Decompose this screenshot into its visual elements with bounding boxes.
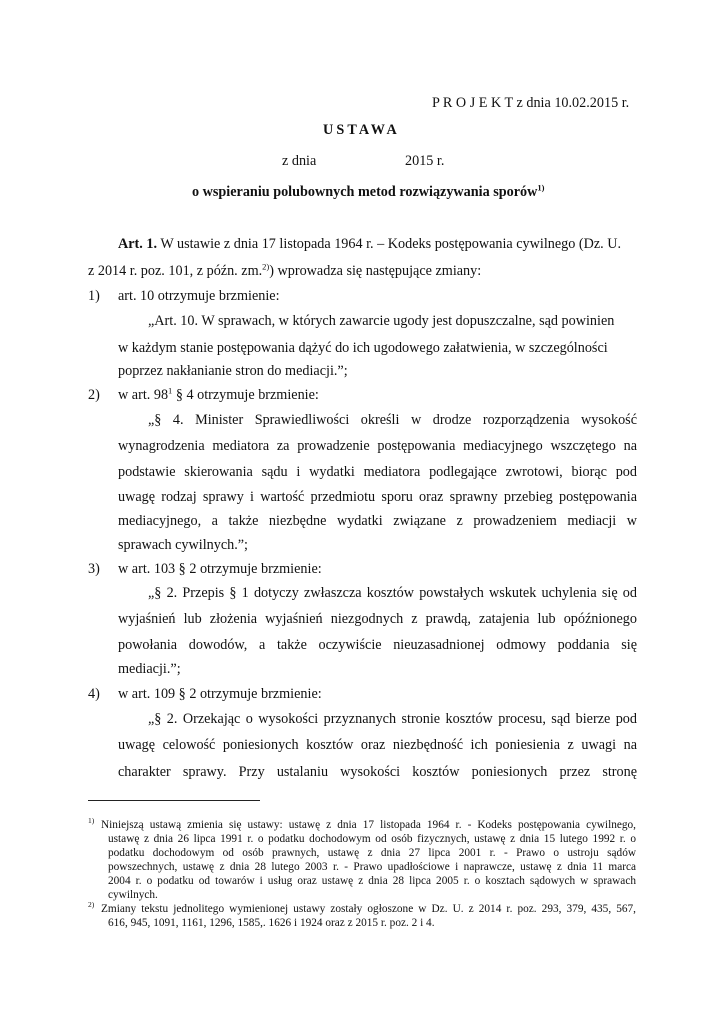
item-line: wyjaśnień lub złożenia wyjaśnień niezgodnych z prawdą, zatajenia lub opóźnionego — [118, 611, 637, 627]
item-number: 1) — [88, 288, 100, 304]
footnote-ref-2: 2) — [262, 261, 270, 272]
footnote-line: 616, 945, 1091, 1161, 1296, 1585,. 1626 i 1924 oraz z 2015 r. poz. 2 i 4. — [108, 917, 435, 929]
act-title: USTAWA — [323, 122, 400, 138]
item-line: „§ 2. Orzekając o wysokości przyznanych stronie kosztów procesu, sąd bierze pod — [148, 711, 637, 727]
art1-line1 — [118, 235, 621, 253]
footnote-separator — [88, 800, 260, 801]
projekt-header — [432, 94, 629, 112]
footnote-line: Niniejszą ustawą zmienia się ustawy: ustawę z dnia 17 listopada 1964 r. - Kodeks postępowania cywilnego, — [101, 819, 636, 831]
item-line: uwagę rodzaj sprawy i wartość przedmiotu sporu oraz sprawny przebieg postępowania — [118, 489, 637, 505]
item-line: „Art. 10. W sprawach, w których zawarcie ugody jest dopuszczalne, sąd powinien — [148, 313, 615, 329]
projekt-label: P R O J E K T — [432, 95, 513, 111]
item-line: charakter sprawy. Przy ustalaniu wysokości kosztów poniesionych przez stronę — [118, 764, 637, 780]
item-heading — [118, 386, 319, 404]
item-heading: art. 10 otrzymuje brzmienie: — [118, 288, 280, 304]
item-number: 3) — [88, 561, 100, 577]
footnote-line: cywilnych. — [108, 889, 158, 901]
item-line: sprawach cywilnych.”; — [118, 537, 249, 553]
item-heading-sup: 1 — [168, 385, 173, 396]
art1-line2-b: ) wprowadza się następujące zmiany: — [269, 263, 482, 279]
item-line: uwagę celowość poniesionych kosztów oraz niezbędność ich poniesienia z uwagi na — [118, 737, 637, 753]
item-line: „§ 2. Przepis § 1 dotyczy zwłaszcza kosztów powstałych wskutek uchylenia się od — [148, 585, 637, 601]
act-date-year: 2015 r. — [405, 153, 445, 169]
item-line: mediacyjnego, a także niezbędne wydatki związane z prowadzeniem mediacji w — [118, 513, 637, 529]
footnote-mark: 2) — [88, 900, 95, 909]
footnote-line: ustawę z dnia 26 lipca 1991 r. o podatku dochodowym od osób fizycznych, ustawę z dnia 15 lutego 1992 r. o — [108, 833, 636, 845]
footnote-line: 2004 r. o podatku od towarów i usług oraz ustawę z dnia 28 lipca 2005 r. o kosztach sądowych w sprawach — [108, 875, 636, 887]
item-line: wynagrodzenia mediatora za prowadzenie postępowania mediacyjnego wszczętego na — [118, 438, 637, 454]
item-heading-b: § 4 otrzymuje brzmienie: — [172, 387, 319, 403]
act-subject — [192, 183, 544, 201]
item-heading: w art. 103 § 2 otrzymuje brzmienie: — [118, 561, 322, 577]
item-line: w każdym stanie postępowania dążyć do ich ugodowego załatwienia, w szczególności — [118, 340, 608, 356]
footnote-line: powszechnych, ustawę z dnia 28 lutego 2003 r. - Prawo upadłościowe i naprawcze, ustawę z dnia 11 marca — [108, 861, 636, 873]
item-line: „§ 4. Minister Sprawiedliwości określi w drodze rozporządzenia wysokość — [148, 412, 637, 428]
item-line: poprzez nakłanianie stron do mediacji.”; — [118, 363, 348, 379]
item-heading: w art. 109 § 2 otrzymuje brzmienie: — [118, 686, 322, 702]
footnote-mark: 1) — [88, 816, 95, 825]
art1-line2 — [88, 262, 481, 280]
art1-line2-a: z 2014 r. poz. 101, z późn. zm. — [88, 263, 263, 279]
act-date-prefix: z dnia — [282, 153, 317, 169]
projekt-date: z dnia 10.02.2015 r. — [516, 95, 630, 111]
item-number: 2) — [88, 387, 100, 403]
footnote-line: podatku dochodowym od osób prawnych, ustawę z dnia 27 lipca 2001 r. - Prawo o ustroju sądów — [108, 847, 636, 859]
item-number: 4) — [88, 686, 100, 702]
act-subject-text: o wspieraniu polubownych metod rozwiązywania sporów — [192, 184, 538, 200]
item-line: powołania dowodów, a także oczywiście nieuzasadnionej odmowy poddania się — [118, 637, 637, 653]
footnote-line: Zmiany tekstu jednolitego wymienionej ustawy zostały ogłoszone w Dz. U. z 2014 r. poz. 293, 379, 435, 567, — [101, 903, 636, 915]
item-line: mediacji.”; — [118, 661, 181, 677]
art1-label: Art. 1. — [118, 236, 158, 252]
art1-line1-text: W ustawie z dnia 17 listopada 1964 r. – Kodeks postępowania cywilnego (Dz. U. — [160, 236, 622, 252]
item-heading-a: w art. 98 — [118, 387, 169, 403]
footnote-ref-1: 1) — [537, 182, 545, 193]
item-line: podstawie skierowania sądu i wydatki mediatora podlegające zwrotowi, biorąc pod — [118, 464, 637, 480]
